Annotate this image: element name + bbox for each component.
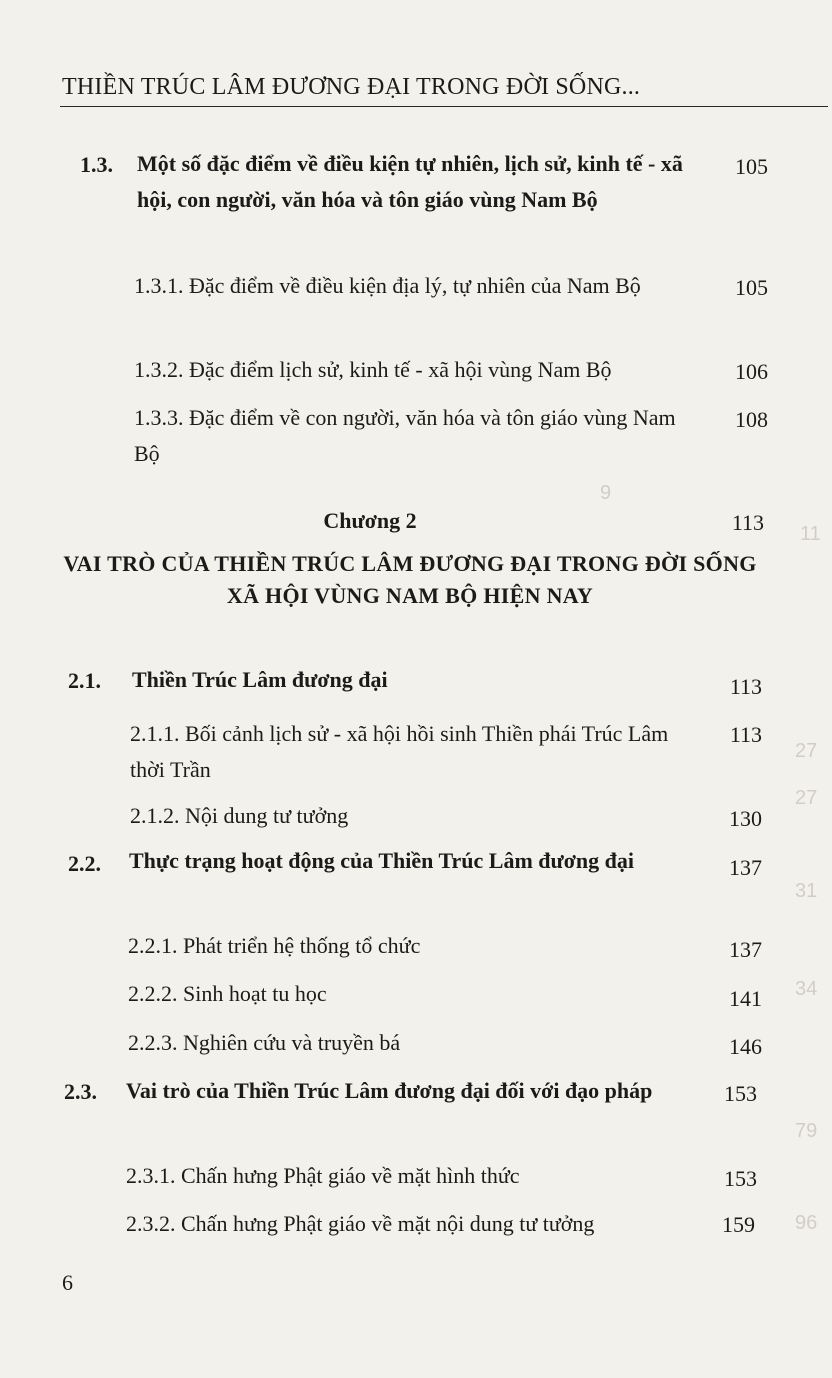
section-number: 2.2. — [68, 851, 101, 876]
page-number: 113 — [731, 510, 764, 535]
subsection-title: 2.2.1. Phát triển hệ thống tổ chức — [128, 933, 421, 958]
page-number: 130 — [729, 806, 762, 831]
subsection-title: 2.2.3. Nghiên cứu và truyền bá — [128, 1030, 401, 1055]
show-through-text: 27 — [795, 787, 818, 809]
show-through-text: 79 — [795, 1120, 818, 1142]
subsection-title: 2.3.2. Chấn hưng Phật giáo về mặt nội dung tư tưởng — [126, 1211, 595, 1236]
page-number: 113 — [729, 674, 762, 699]
page-number: 153 — [724, 1081, 757, 1106]
subsection-title: 2.2.2. Sinh hoạt tu học — [128, 981, 327, 1006]
page-number: 105 — [735, 154, 768, 179]
section-number: 2.3. — [64, 1079, 97, 1104]
running-head: THIỀN TRÚC LÂM ĐƯƠNG ĐẠI TRONG ĐỜI SỐNG... — [62, 74, 641, 100]
page-number: 137 — [729, 937, 762, 962]
page-number: 105 — [735, 275, 768, 300]
page-number: 153 — [724, 1166, 757, 1191]
section-number: 2.1. — [68, 668, 101, 693]
subsection-title: 2.3.1. Chấn hưng Phật giáo về mặt hình thức — [126, 1163, 520, 1188]
page-number: 106 — [735, 359, 768, 384]
subsection-title: 2.1.2. Nội dung tư tưởng — [130, 803, 349, 828]
page-number: 113 — [729, 722, 762, 747]
show-through-text: 31 — [795, 880, 818, 902]
subsection-title: 1.3.2. Đặc điểm lịch sử, kinh tế - xã hội vùng Nam Bộ — [134, 357, 612, 382]
section-title: Vai trò của Thiền Trúc Lâm đương đại đối với đạo pháp — [126, 1078, 653, 1103]
subsection-title: 1.3.3. Đặc điểm về con người, văn hóa và tôn giáo vùng Nam Bộ — [134, 405, 676, 466]
section-title: Thiền Trúc Lâm đương đại — [132, 667, 388, 692]
show-through-text: 11 — [800, 523, 821, 545]
subsection-title: 2.1.1. Bối cảnh lịch sử - xã hội hồi sinh Thiền phái Trúc Lâm thời Trần — [130, 721, 669, 782]
section-number: 1.3. — [80, 152, 113, 177]
chapter-title: VAI TRÒ CỦA THIỀN TRÚC LÂM ĐƯƠNG ĐẠI TRONG ĐỜI SỐNG XÃ HỘI VÙNG NAM BỘ HIỆN NAY — [63, 551, 757, 608]
chapter-label: Chương 2 — [323, 508, 417, 533]
section-title: Thực trạng hoạt động của Thiền Trúc Lâm đương đại — [129, 848, 634, 873]
show-through-text: 27 — [795, 740, 818, 762]
subsection-title: 1.3.1. Đặc điểm về điều kiện địa lý, tự nhiên của Nam Bộ — [134, 273, 641, 298]
header-rule — [60, 106, 828, 107]
page-number: 141 — [729, 986, 762, 1011]
page-folio: 6 — [62, 1270, 73, 1295]
show-through-text: 9 — [600, 482, 612, 504]
page-number: 159 — [722, 1212, 755, 1237]
page-number: 108 — [735, 407, 768, 432]
show-through-text: 96 — [795, 1212, 818, 1234]
show-through-text: 34 — [795, 978, 818, 1000]
section-title: Một số đặc điểm về điều kiện tự nhiên, lịch sử, kinh tế - xã hội, con người, văn hóa và tôn giáo vùng Nam Bộ — [137, 151, 683, 212]
page-number: 146 — [729, 1034, 762, 1059]
page-number: 137 — [729, 855, 762, 880]
